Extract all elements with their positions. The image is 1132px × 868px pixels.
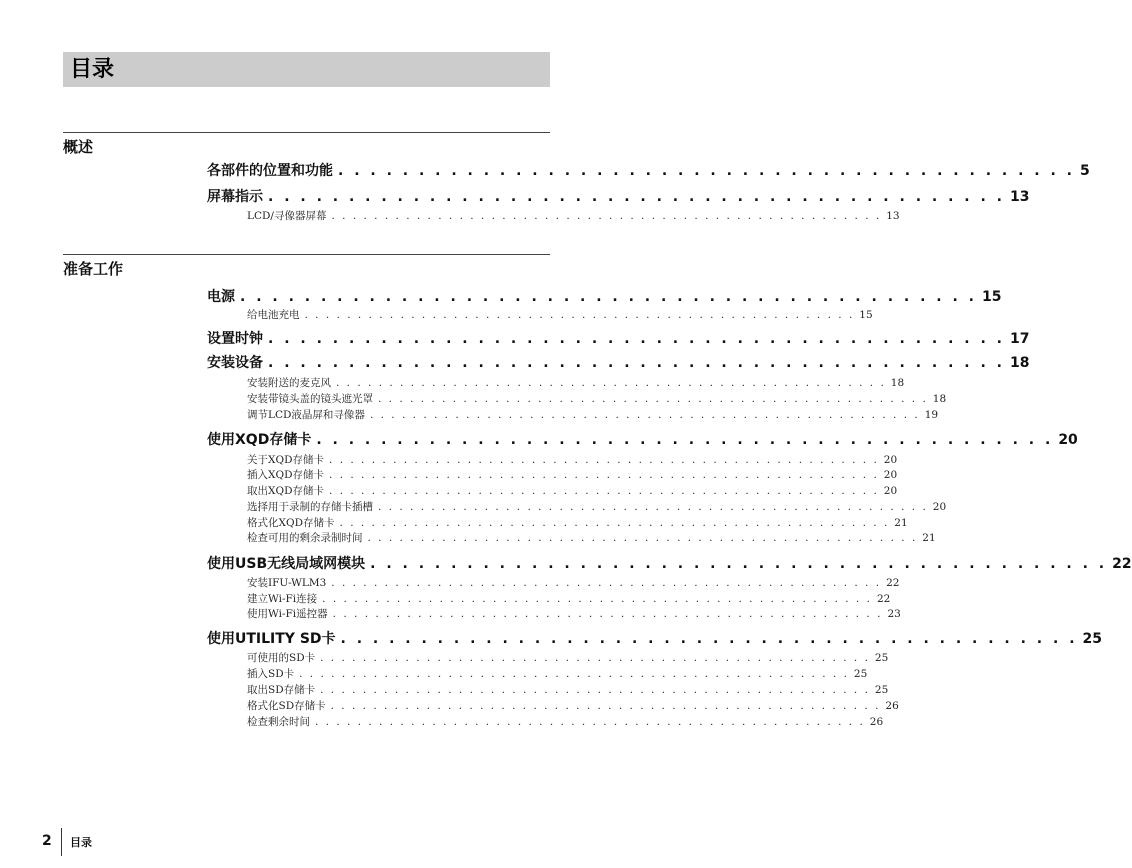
dot-leader: . . . . . . . . . . . . . . . . . . . . . . . . . . . . . . . . . . . . . . . . . . . . . . . . . . . . [304, 309, 855, 321]
dot-leader: . . . . . . . . . . . . . . . . . . . . . . . . . . . . . . . . . . . . . . . . . . . . . . . . . . . . [322, 593, 872, 605]
toc-subentry[interactable] [247, 307, 873, 321]
toc-subentry-page: 21 [894, 517, 908, 529]
toc-entry[interactable] [207, 160, 1090, 179]
toc-subentry-title: 插入XQD存储卡 [247, 469, 325, 481]
toc-entry[interactable] [207, 352, 1030, 371]
dot-leader: . . . . . . . . . . . . . . . . . . . . . . . . . . . . . . . . . . . . . . . . . . . . . . [316, 432, 1054, 448]
toc-subentry-title: 选择用于录制的存储卡插槽 [247, 501, 373, 513]
toc-subentry[interactable] [247, 682, 889, 696]
footer-page-number: 2 [42, 833, 52, 849]
toc-entry-page: 13 [1009, 189, 1030, 205]
dot-leader: . . . . . . . . . . . . . . . . . . . . . . . . . . . . . . . . . . . . . . . . . . . . . . [268, 331, 1005, 347]
toc-subentry-title: 取出XQD存储卡 [247, 485, 325, 497]
section-divider [63, 132, 550, 133]
toc-entry-title: 使用XQD存储卡 [207, 432, 312, 448]
dot-leader: . . . . . . . . . . . . . . . . . . . . . . . . . . . . . . . . . . . . . . . . . . . . . . . . . . . . [378, 501, 928, 513]
toc-subentry-page: 26 [885, 700, 899, 712]
toc-subentry[interactable] [247, 666, 868, 680]
toc-entry-page: 25 [1082, 631, 1102, 647]
toc-entry-page: 5 [1079, 163, 1090, 179]
toc-subentry[interactable] [247, 698, 899, 712]
footer-divider [61, 828, 62, 856]
dot-leader: . . . . . . . . . . . . . . . . . . . . . . . . . . . . . . . . . . . . . . . . . . . . . . [370, 556, 1108, 572]
toc-subentry-title: 调节LCD液晶屏和寻像器 [247, 409, 365, 421]
dot-leader: . . . . . . . . . . . . . . . . . . . . . . . . . . . . . . . . . . . . . . . . . . . . . . . . . . . . [367, 532, 918, 544]
toc-subentry[interactable] [247, 375, 905, 389]
toc-subentry[interactable] [247, 530, 936, 544]
toc-subentry-title: 检查可用的剩余录制时间 [247, 532, 363, 544]
toc-entry-page: 22 [1112, 556, 1132, 572]
toc-subentry-title: 格式化XQD存储卡 [247, 517, 335, 529]
toc-entry-page: 15 [981, 289, 1002, 305]
title-bar [63, 52, 550, 87]
toc-entry-page: 18 [1009, 355, 1030, 371]
toc-subentry-title: 检查剩余时间 [247, 716, 310, 728]
toc-subentry-page: 21 [922, 532, 936, 544]
toc-subentry[interactable] [247, 483, 898, 497]
toc-subentry[interactable] [247, 407, 939, 421]
footer-label: 目录 [70, 836, 92, 849]
toc-subentry-title: 安装附送的麦克风 [247, 377, 331, 389]
toc-subentry-page: 18 [932, 393, 947, 405]
toc-entry-page: 17 [1009, 331, 1030, 347]
toc-entry-title: 各部件的位置和功能 [207, 163, 333, 179]
toc-subentry-page: 26 [869, 716, 884, 728]
toc-subentry[interactable] [247, 467, 898, 481]
toc-subentry[interactable] [247, 606, 901, 620]
dot-leader: . . . . . . . . . . . . . . . . . . . . . . . . . . . . . . . . . . . . . . . . . . . . . . [268, 355, 1005, 371]
toc-subentry[interactable] [247, 208, 900, 222]
dot-leader: . . . . . . . . . . . . . . . . . . . . . . . . . . . . . . . . . . . . . . . . . . . . . . [240, 289, 977, 305]
dot-leader: . . . . . . . . . . . . . . . . . . . . . . . . . . . . . . . . . . . . . . . . . . . . . . . . . . . . [331, 577, 882, 589]
section-divider [63, 254, 550, 255]
toc-subentry-title: 插入SD卡 [247, 668, 295, 680]
toc-entry[interactable] [207, 628, 1102, 647]
toc-subentry-title: 建立Wi-Fi连接 [247, 593, 318, 605]
toc-subentry-title: 格式化SD存储卡 [247, 700, 326, 712]
toc-subentry[interactable] [247, 515, 908, 529]
toc-subentry-page: 13 [886, 210, 900, 222]
toc-subentry-page: 25 [853, 668, 868, 680]
toc-subentry-page: 18 [890, 377, 905, 389]
dot-leader: . . . . . . . . . . . . . . . . . . . . . . . . . . . . . . . . . . . . . . . . . . . . . . . . . . . . [332, 608, 883, 620]
toc-subentry-title: LCD/寻像器屏幕 [247, 210, 327, 222]
dot-leader: . . . . . . . . . . . . . . . . . . . . . . . . . . . . . . . . . . . . . . . . . . . . . . . . . . . . [329, 485, 879, 497]
toc-subentry-page: 22 [886, 577, 900, 589]
dot-leader: . . . . . . . . . . . . . . . . . . . . . . . . . . . . . . . . . . . . . . . . . . . . . . . . . . . . [329, 454, 879, 466]
dot-leader: . . . . . . . . . . . . . . . . . . . . . . . . . . . . . . . . . . . . . . . . . . . . . . . . . . . . [378, 393, 928, 405]
toc-subentry[interactable] [247, 575, 900, 589]
toc-subentry[interactable] [247, 452, 898, 466]
dot-leader: . . . . . . . . . . . . . . . . . . . . . . . . . . . . . . . . . . . . . . . . . . . . . . . . . . . . [329, 469, 879, 481]
toc-entry-page: 20 [1058, 432, 1078, 448]
dot-leader: . . . . . . . . . . . . . . . . . . . . . . . . . . . . . . . . . . . . . . . . . . . . . . . . . . . . [315, 716, 865, 728]
toc-subentry-page: 23 [887, 608, 901, 620]
toc-subentry-title: 取出SD存储卡 [247, 684, 316, 696]
toc-subentry-page: 20 [883, 469, 898, 481]
toc-entry-title: 使用UTILITY SD卡 [207, 631, 336, 647]
toc-subentry-page: 20 [932, 501, 947, 513]
toc-subentry-title: 关于XQD存储卡 [247, 454, 325, 466]
toc-entry[interactable] [207, 429, 1078, 448]
dot-leader: . . . . . . . . . . . . . . . . . . . . . . . . . . . . . . . . . . . . . . . . . . . . . . . . . . . . [320, 652, 870, 664]
dot-leader: . . . . . . . . . . . . . . . . . . . . . . . . . . . . . . . . . . . . . . . . . . . . . . . . . . . . [331, 210, 882, 222]
dot-leader: . . . . . . . . . . . . . . . . . . . . . . . . . . . . . . . . . . . . . . . . . . . . . . . . . . . . [336, 377, 886, 389]
toc-entry[interactable] [207, 328, 1030, 347]
toc-subentry-page: 19 [924, 409, 939, 421]
toc-subentry-title: 使用Wi-Fi遥控器 [247, 608, 328, 620]
toc-subentry-page: 22 [876, 593, 891, 605]
toc-subentry-title: 可使用的SD卡 [247, 652, 316, 664]
toc-entry[interactable] [207, 553, 1132, 572]
toc-subentry[interactable] [247, 591, 891, 605]
toc-entry[interactable] [207, 186, 1030, 205]
dot-leader: . . . . . . . . . . . . . . . . . . . . . . . . . . . . . . . . . . . . . . . . . . . . . . . . . . . . [330, 700, 881, 712]
dot-leader: . . . . . . . . . . . . . . . . . . . . . . . . . . . . . . . . . . . . . . . . . . . . . . [338, 163, 1075, 179]
toc-subentry[interactable] [247, 499, 947, 513]
toc-subentry[interactable] [247, 391, 947, 405]
dot-leader: . . . . . . . . . . . . . . . . . . . . . . . . . . . . . . . . . . . . . . . . . . . . . . . . . . . . [339, 517, 890, 529]
toc-entry-title: 设置时钟 [207, 331, 263, 347]
section-heading-preparation: 准备工作 [63, 260, 124, 278]
toc-subentry-page: 20 [883, 485, 898, 497]
toc-subentry-title: 安装IFU-WLM3 [247, 577, 327, 589]
toc-subentry[interactable] [247, 650, 889, 664]
toc-subentry-page: 20 [883, 454, 898, 466]
toc-subentry-title: 安装带镜头盖的镜头遮光罩 [247, 393, 373, 405]
dot-leader: . . . . . . . . . . . . . . . . . . . . . . . . . . . . . . . . . . . . . . . . . . . . . . [268, 189, 1005, 205]
toc-entry-title: 使用USB无线局域网模块 [207, 556, 366, 572]
dot-leader: . . . . . . . . . . . . . . . . . . . . . . . . . . . . . . . . . . . . . . . . . . . . . . [340, 631, 1078, 647]
toc-subentry-title: 给电池充电 [247, 309, 300, 321]
toc-subentry-page: 15 [859, 309, 873, 321]
toc-subentry-page: 25 [874, 684, 889, 696]
dot-leader: . . . . . . . . . . . . . . . . . . . . . . . . . . . . . . . . . . . . . . . . . . . . . . . . . . . . [320, 684, 870, 696]
section-heading-overview: 概述 [63, 138, 94, 156]
toc-entry-title: 电源 [207, 289, 235, 305]
page-title: 目录 [70, 57, 115, 82]
toc-subentry-page: 25 [874, 652, 889, 664]
toc-entry-title: 屏幕指示 [207, 189, 263, 205]
toc-entry-title: 安装设备 [207, 355, 263, 371]
dot-leader: . . . . . . . . . . . . . . . . . . . . . . . . . . . . . . . . . . . . . . . . . . . . . . . . . . . . [299, 668, 849, 680]
dot-leader: . . . . . . . . . . . . . . . . . . . . . . . . . . . . . . . . . . . . . . . . . . . . . . . . . . . . [369, 409, 920, 421]
toc-entry[interactable] [207, 286, 1002, 305]
toc-subentry[interactable] [247, 714, 884, 728]
